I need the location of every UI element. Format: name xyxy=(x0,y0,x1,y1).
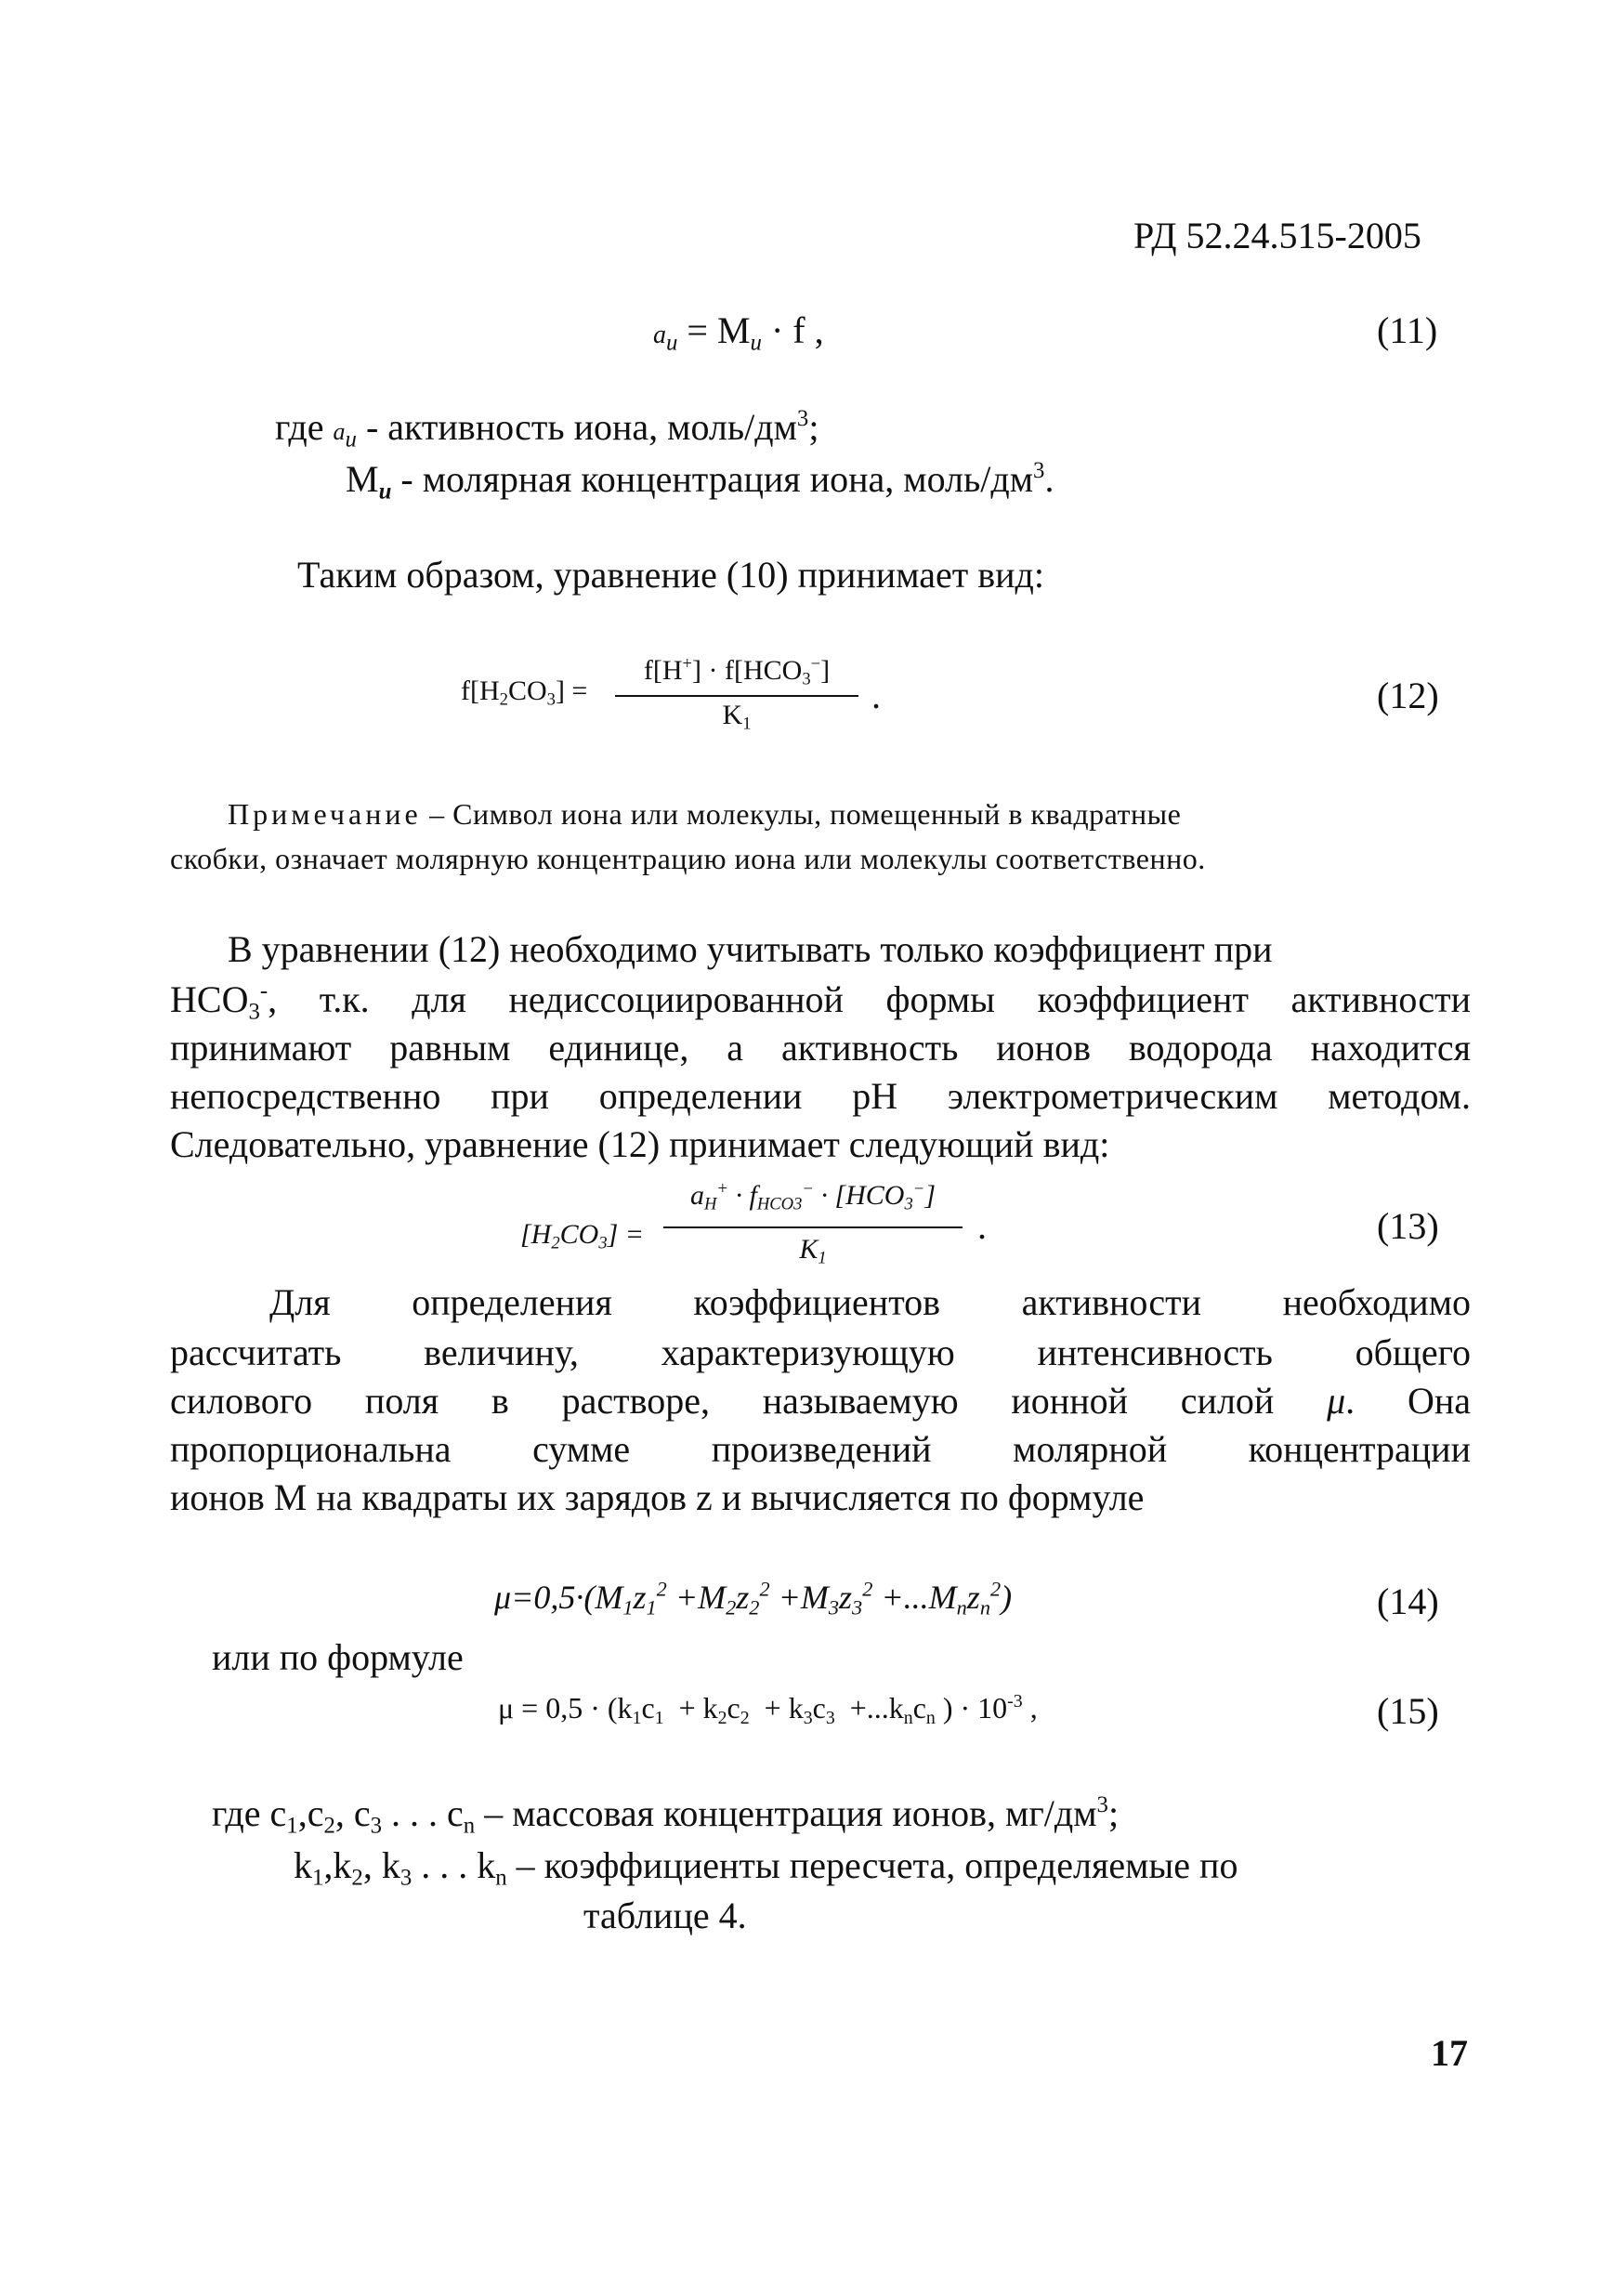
note-line-2: скобки, означает молярную концентрацию иона или молекулы соответственно. xyxy=(170,842,1206,875)
equation-12-period: . xyxy=(871,675,881,716)
equation-12-numerator: $f[H^+] \cdot f[HCO_3^-]$ xyxy=(643,653,831,689)
equation-13-number: (13) xyxy=(1377,1205,1439,1247)
definition-molar-concentration: $M_и$ - молярная концентрация иона, моль/$дм^3$. xyxy=(346,458,1054,505)
equation-13-lhs: $[H_2CO_3]$ = xyxy=(520,1219,645,1253)
equation-14: $\mu=0,5\cdot(M_1z_1^2 +M_2z_2^2 +M_3z_3^2 +...M_nz_n^2)$ xyxy=(494,1577,1013,1620)
equation-12-lhs: $f[H_2CO_3]$ = xyxy=(461,675,588,710)
equation-11-number: (11) xyxy=(1377,309,1438,351)
paragraph-3-line-1: Для определения коэффициентов активности необходимо xyxy=(269,1281,1471,1323)
paragraph-equation-10: Таким образом, уравнение (10) принимает вид: xyxy=(297,554,1044,596)
definition-mass-concentration: где $c_1,c_2$, $c_3$ . . . $c_n$ – массовая концентрация ионов, $мг/дм^3$; xyxy=(212,1792,1120,1839)
paragraph-2-line-4: непосредственно при определении pH электрометрическим методом. xyxy=(170,1075,1471,1117)
definition-conversion-coefficients: $k_1,k_2$, $k_3$ . . . $k_n$ – коэффициенты пересчета, определяемые по xyxy=(294,1844,1238,1891)
paragraph-3-line-3: силового поля в растворе, называемую ионной силой μ. Она xyxy=(170,1380,1471,1422)
note-line-1: Примечание – Символ иона или молекулы, помещенный в квадратные xyxy=(228,797,1182,831)
equation-15: $\mu = 0,5 \cdot (k_1c_1 + k_2c_2 + k_3c_3 +...k_nc_n$ ) · $10^{-3}$ , xyxy=(498,1691,1038,1728)
equation-15-number: (15) xyxy=(1377,1690,1439,1732)
page-number: 17 xyxy=(1431,2032,1468,2074)
paragraph-2-line-2: $HCO_3^-$, т.к. для недиссоциированной формы коэффициент активности xyxy=(170,978,1471,1025)
paragraph-2-line-1: В уравнении (12) необходимо учитывать только коэффициент при xyxy=(228,928,1273,970)
definition-activity: где $a_и$ - активность иона, моль/$дм^3$; xyxy=(275,406,819,452)
document-code: РД 52.24.515-2005 xyxy=(1133,215,1421,256)
equation-14-number: (14) xyxy=(1377,1580,1439,1622)
equation-12-number: (12) xyxy=(1377,675,1439,716)
equation-13-fraction-bar xyxy=(663,1226,963,1228)
paragraph-3-line-5: ионов M на квадраты их зарядов z и вычисляется по формуле xyxy=(170,1476,1145,1518)
paragraph-2-line-3: принимают равным единице, а активность ионов водорода находится xyxy=(170,1027,1471,1069)
equation-13-period: . xyxy=(977,1205,987,1247)
paragraph-2-line-5: Следовательно, уравнение (12) принимает следующий вид: xyxy=(170,1123,1110,1165)
equation-12-fraction-bar xyxy=(615,695,858,697)
definition-table-reference: таблице 4. xyxy=(583,1895,747,1936)
equation-12-denominator: $K_1$ xyxy=(722,700,752,734)
or-by-formula: или по формуле xyxy=(212,1636,464,1678)
equation-11: $a_и = M_и \cdot f$ , xyxy=(653,309,824,356)
paragraph-3-line-4: пропорциональна сумме произведений молярной концентрации xyxy=(170,1428,1471,1470)
equation-13-denominator: $K_1$ xyxy=(799,1234,827,1268)
paragraph-3-line-2: рассчитать величину, характеризующую интенсивность общего xyxy=(170,1331,1471,1373)
equation-13-numerator: $a_H^+ \cdot f_{HCO3}^- \cdot [HCO_3^-]$ xyxy=(689,1178,936,1214)
